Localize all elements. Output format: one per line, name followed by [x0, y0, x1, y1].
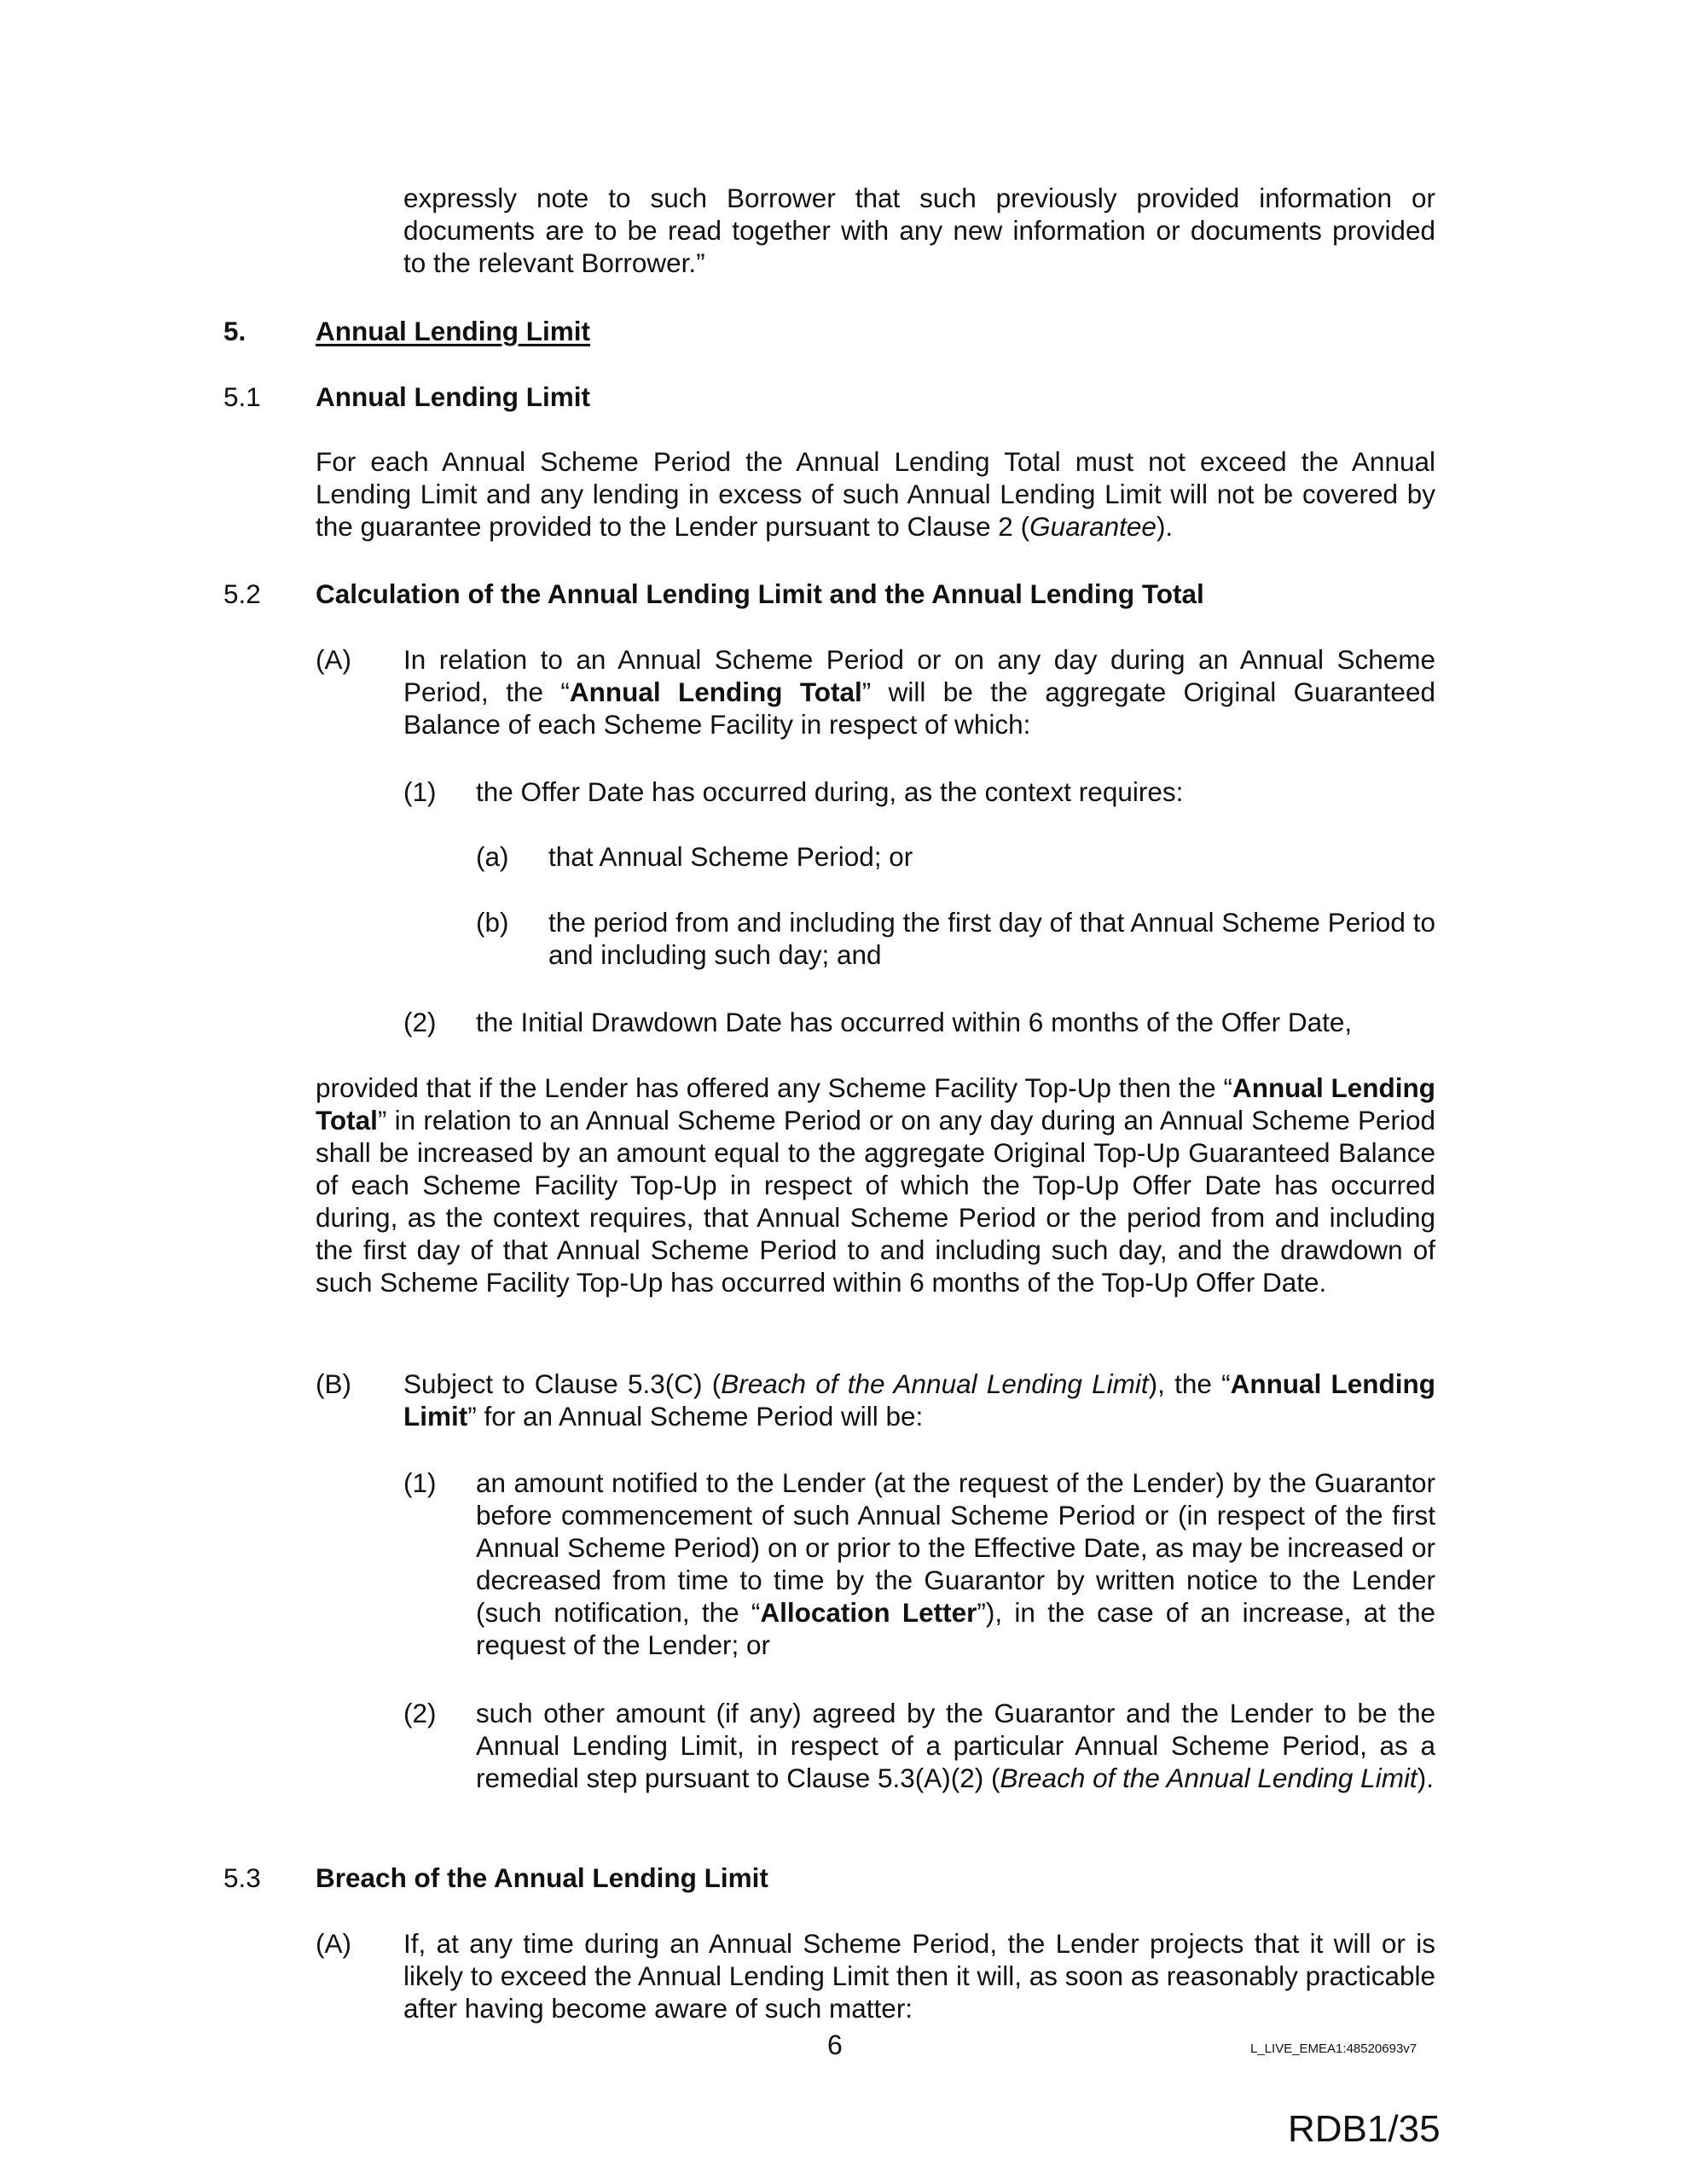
bates-stamp: RDB1/35	[1288, 2108, 1441, 2150]
document-reference: L_LIVE_EMEA1:48520693v7	[1250, 2042, 1417, 2056]
paragraph-text: provided that if the Lender has offered any Scheme Facility Top-Up then the “	[316, 1072, 1232, 1103]
paragraph-text: In relation to an Annual Scheme Period or on any day during an Annual Scheme Period, the “	[403, 644, 1435, 707]
item-label: (2)	[403, 1007, 437, 1037]
defined-term: Annual Lending Total	[316, 1072, 1436, 1136]
paragraph-text: such other amount (if any) agreed by the Guarantor and the Lender to be the Annual Lending Limit, in respect of a particular Annual Scheme Period, as a remedial step pursuant to Clause 5.3(A)(2) (	[476, 1698, 1435, 1793]
item-text: the Initial Drawdown Date has occurred within 6 months of the Offer Date,	[476, 1007, 1353, 1037]
subclause-paragraph	[403, 643, 1435, 741]
clause-number: 5.2	[223, 578, 261, 609]
subitem-label: (a)	[476, 841, 509, 872]
paragraph-text: ” for an Annual Scheme Period will be:	[467, 1401, 924, 1432]
paragraph-text: For each Annual Scheme Period the Annual Lending Total must not exceed the Annual Lending Limit and any lending in excess of such Annual Lending Limit will not be covered by the guarantee provided to the Lender pursuant to Clause 2 (	[316, 446, 1435, 542]
subclause-label: (A)	[316, 644, 351, 675]
intro-line: documents are to be read together with any new information or documents provided	[403, 215, 1435, 246]
subclause-label: (A)	[316, 1928, 351, 1959]
clause-heading: Calculation of the Annual Lending Limit and the Annual Lending Total	[316, 578, 1204, 609]
paragraph-text: an amount notified to the Lender (at the request of the Lender) by the Guarantor before commencement of such Annual Scheme Period or (in respect of the first Annual Scheme Period) on or prior to the Effective Date, as may be increased or decreased from time to time by the Guarantor by written notice to the Lender (such notification, the “	[476, 1467, 1435, 1628]
clause-number: 5.1	[223, 381, 261, 412]
item-text: the Offer Date has occurred during, as the context requires:	[476, 776, 1184, 807]
proviso-paragraph	[316, 1072, 1435, 1298]
page-number: 6	[827, 2030, 843, 2060]
item-paragraph	[476, 1467, 1435, 1661]
subclause-paragraph: If, at any time during an Annual Scheme Period, the Lender projects that it will or is likely to exceed the Annual Lending Limit then it will, as soon as reasonably practicable after having become aware of such matter:	[403, 1928, 1435, 2024]
subitem-text: that Annual Scheme Period; or	[548, 841, 913, 872]
paragraph-text: ”), in the case of an increase, at the request of the Lender; or	[476, 1597, 1435, 1660]
intro-paragraph	[403, 182, 1435, 279]
clause-heading: Breach of the Annual Lending Limit	[316, 1862, 768, 1893]
clause-reference: Guarantee	[1029, 511, 1157, 542]
clause-reference: Breach of the Annual Lending Limit	[721, 1368, 1149, 1399]
item-label: (1)	[403, 776, 437, 807]
item-paragraph	[476, 1697, 1435, 1794]
subitem-label: (b)	[476, 907, 509, 938]
clause-reference: Breach of the Annual Lending Limit	[1000, 1763, 1417, 1793]
clause-heading: Annual Lending Limit	[316, 381, 590, 412]
defined-term: Allocation Letter	[760, 1597, 977, 1628]
item-label: (2)	[403, 1698, 437, 1728]
section-number: 5.	[223, 316, 246, 346]
paragraph-text: ).	[1417, 1763, 1434, 1793]
subitem-text: the period from and including the first day of that Annual Scheme Period to and including such day; and	[548, 907, 1435, 970]
intro-line: to the relevant Borrower.”	[403, 247, 705, 278]
subclause-label: (B)	[316, 1368, 351, 1399]
paragraph-text: ).	[1156, 511, 1174, 542]
paragraph-text: Subject to Clause 5.3(C) (	[403, 1368, 722, 1399]
paragraph-text: ), the “	[1148, 1368, 1231, 1399]
paragraph-text: ” will be the aggregate Original Guaranteed Balance of each Scheme Facility in respect of which:	[403, 677, 1435, 740]
clause-paragraph	[316, 445, 1435, 543]
defined-term: Annual Lending Limit	[403, 1368, 1436, 1432]
defined-term: Annual Lending Total	[569, 677, 862, 707]
subclause-paragraph	[403, 1368, 1435, 1432]
intro-line: expressly note to such Borrower that such previously provided information or	[403, 183, 1435, 213]
item-label: (1)	[403, 1467, 437, 1498]
paragraph-text: ” in relation to an Annual Scheme Period or on any day during an Annual Scheme Period shall be increased by an amount equal to the aggregate Original Top-Up Guaranteed Balance of each Scheme Facility Top-Up in respect of which the Top-Up Offer Date has occurred during, as the context requires, that Annual Scheme Period or the period from and including the first day of that Annual Scheme Period to and including such day, and the drawdown of such Scheme Facility Top-Up has occurred within 6 months of the Top-Up Offer Date.	[316, 1105, 1435, 1298]
clause-number: 5.3	[223, 1862, 261, 1893]
section-heading: Annual Lending Limit	[316, 316, 590, 346]
